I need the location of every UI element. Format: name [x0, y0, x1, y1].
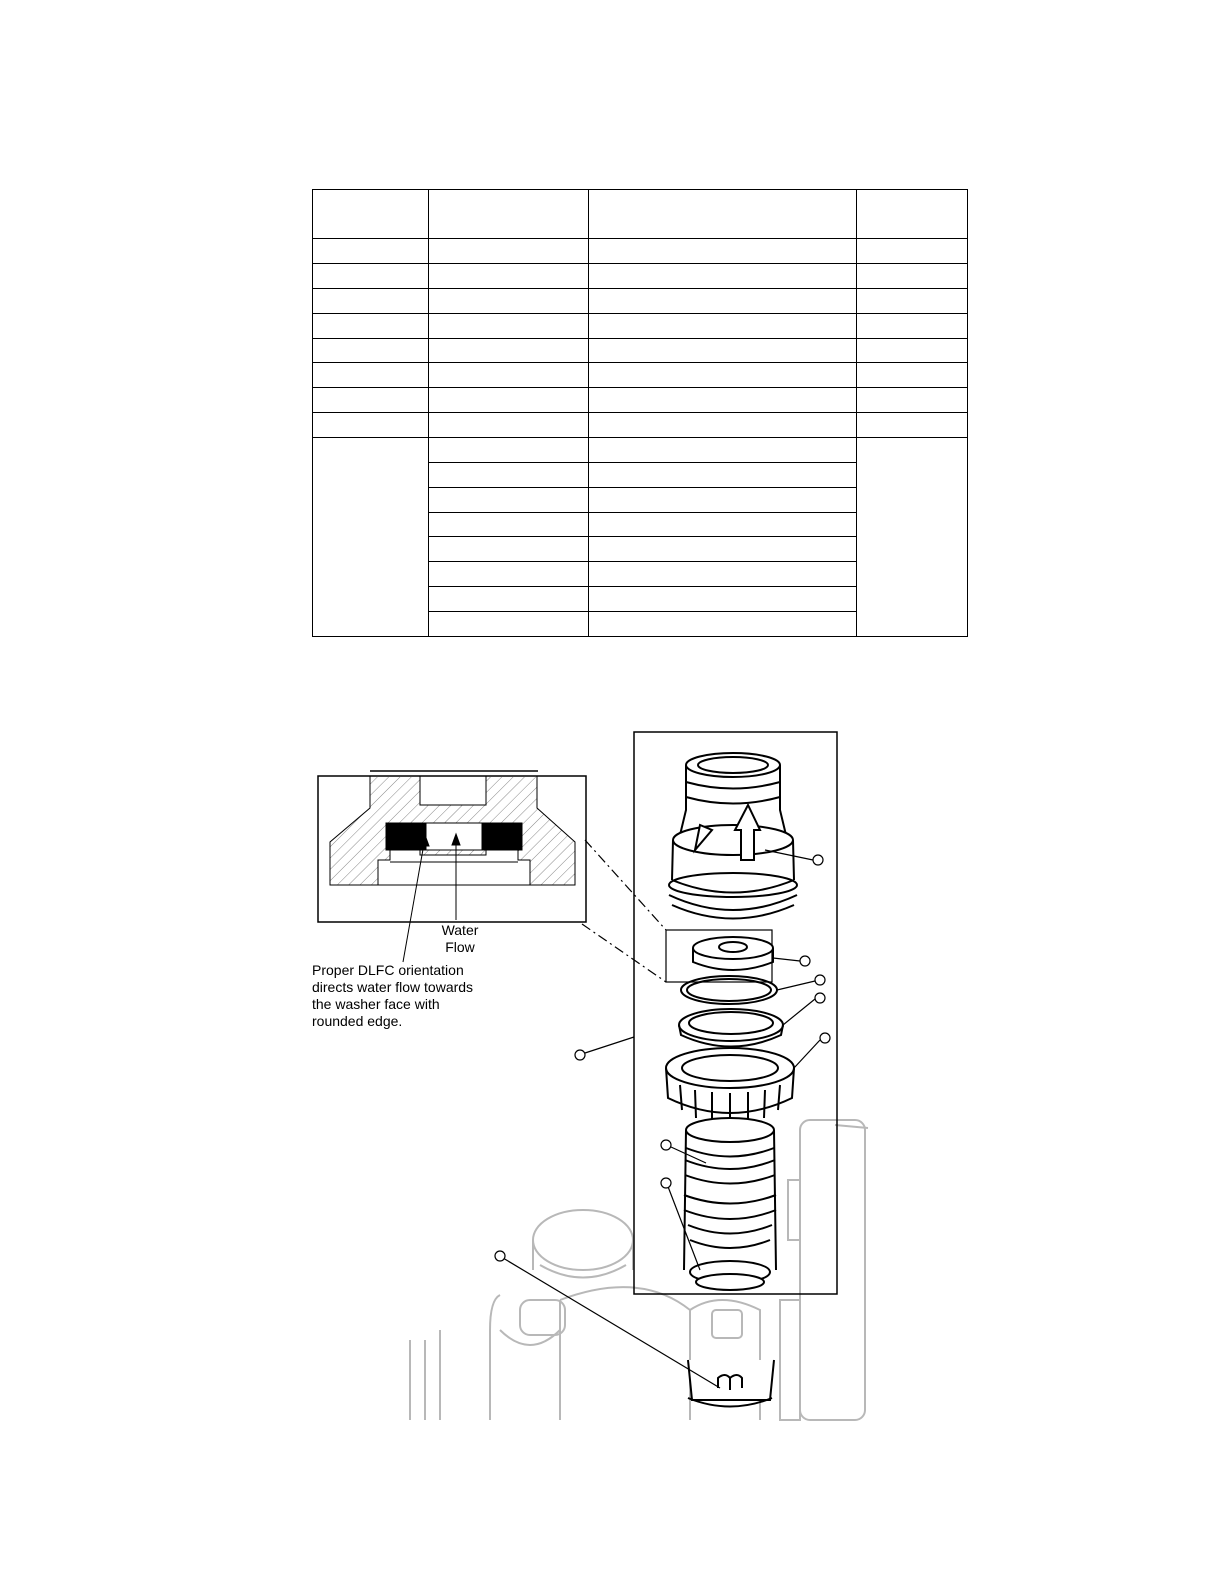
valve-body-outline: [410, 1120, 868, 1420]
flow-control-part-9: [693, 937, 773, 970]
clip-part-1: [688, 1360, 774, 1407]
callout-7-icon: [820, 1033, 830, 1043]
caption-line: rounded edge.: [312, 1013, 403, 1029]
ring-part-6: [679, 1009, 783, 1047]
caption-line: the washer face with: [312, 996, 440, 1012]
callout-2-icon: [575, 1050, 585, 1060]
caption-line: Proper DLFC orientation: [312, 962, 464, 978]
callout-1-icon: [495, 1251, 505, 1261]
callout-4-icon: [661, 1140, 671, 1150]
water-flow-line1: Water: [441, 922, 479, 938]
callout-3-icon: [813, 855, 823, 865]
caption-line: directs water flow towards: [312, 979, 474, 995]
dlfc-orientation-caption: [312, 962, 512, 1030]
o-ring-part-8: [681, 976, 777, 1004]
callout-5-icon: [661, 1178, 671, 1188]
callout-9-icon: [800, 956, 810, 966]
fitting-part-3: [669, 753, 797, 919]
nut-part-7: [666, 1048, 794, 1124]
water-flow-line2: Flow: [445, 939, 475, 955]
water-flow-label: [438, 922, 482, 956]
callout-6-icon: [815, 993, 825, 1003]
callout-8-icon: [815, 975, 825, 985]
